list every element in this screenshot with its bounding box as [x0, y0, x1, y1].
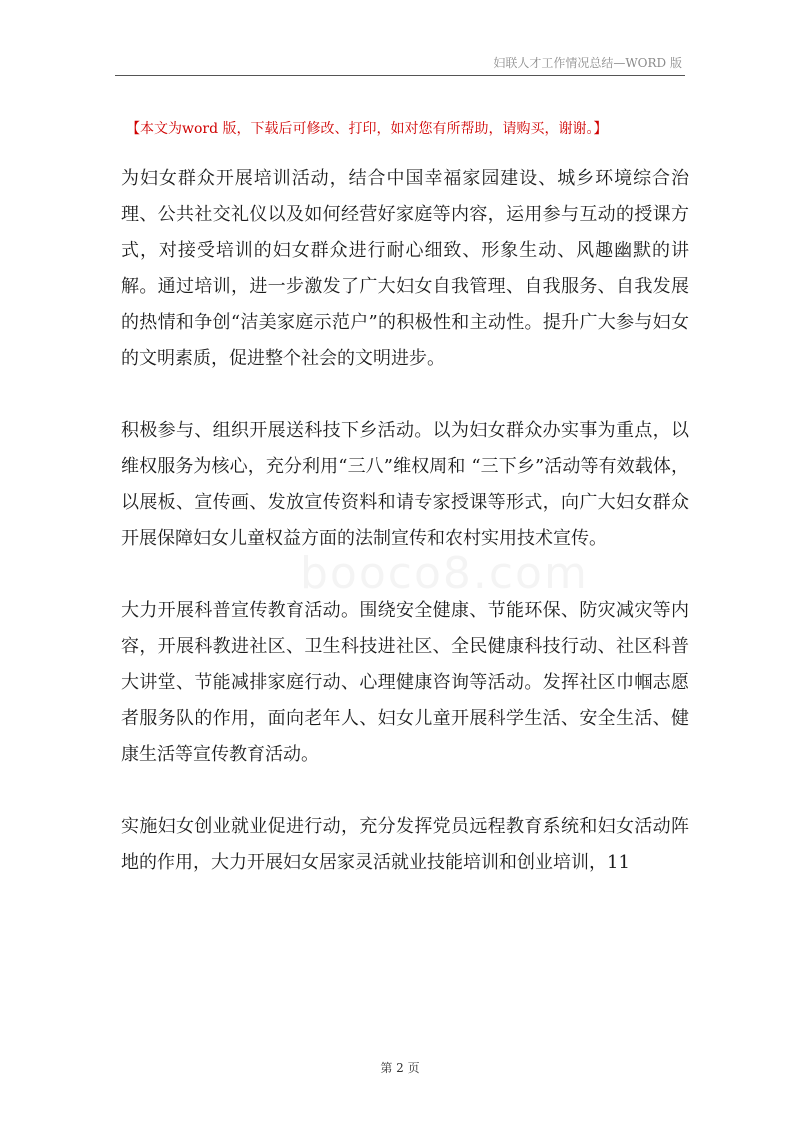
paragraph-science-countryside: 积极参与、组织开展送科技下乡活动。以为妇女群众办实事为重点，以维权服务为核心，充分利用“三八”维权周和 “三下乡”活动等有效载体，以展板、宣传画、发放宣传资料和请专家授课等形式，向广大妇女群众开展保障妇女儿童权益方面的法制宣传和农村实用技术宣传。 — [121, 420, 689, 549]
page-number: 第 2 页 — [380, 1061, 420, 1075]
paragraph-training: 为妇女群众开展培训活动，结合中国幸福家园建设、城乡环境综合治理、公共社交礼仪以及如何经营好家庭等内容，运用参与互动的授课方式，对接受培训的妇女群众进行耐心细致、形象生动、风趣幽默的讲解。通过培训，进一步激发了广大妇女自我管理、自我服务、自我发展的热情和争创“洁美家庭示范户”的积极性和主动性。提升广大参与妇女的文明素质，促进整个社会的文明进步。 — [121, 168, 689, 369]
paragraph-science-education: 大力开展科普宣传教育活动。围绕安全健康、节能环保、防灾减灾等内容，开展科教进社区、卫生科技进社区、全民健康科技行动、社区科普大讲堂、节能减排家庭行动、心理健康咨询等活动。发挥社区巾帼志愿者服务队的作用，面向老年人、妇女儿童开展科学生活、安全生活、健康生活等宣传教育活动。 — [121, 600, 689, 765]
paragraph-employment: 实施妇女创业就业促进行动，充分发挥党员远程教育系统和妇女活动阵地的作用，大力开展妇女居家灵活就业技能培训和创业培训，11 — [121, 816, 689, 873]
header-divider — [115, 75, 685, 76]
running-header: 妇联人才工作情况总结—WORD 版 — [493, 56, 682, 70]
purchase-notice: 【本文为word 版，下载后可修改、打印，如对您有所帮助，请购买，谢谢。】 — [126, 121, 608, 137]
watermark: booco8.com — [300, 548, 589, 599]
document-body — [121, 161, 689, 917]
